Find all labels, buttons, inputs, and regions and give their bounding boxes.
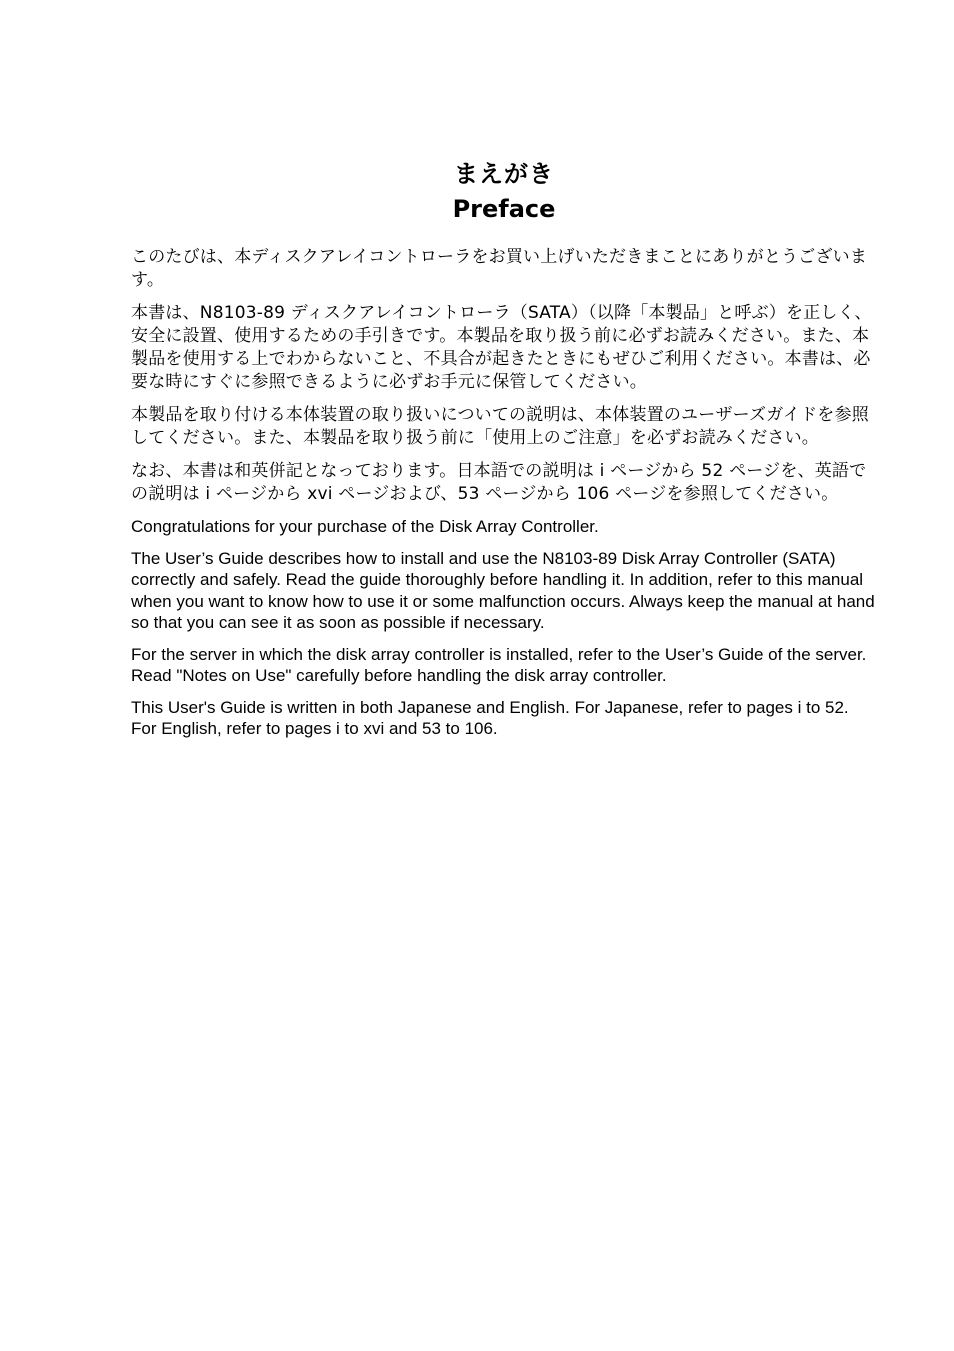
japanese-paragraph-language-pages: なお、本書は和英併記となっております。日本語での説明は i ページから 52 ページを、英語での説明は i ページから xvi ページおよび、53 ページから 106 ページを参照してください。 <box>131 461 867 504</box>
page-title-japanese: まえがき <box>454 160 554 188</box>
japanese-paragraph-purpose: 本書は、N8103-89 ディスクアレイコントローラ（SATA）（以降「本製品」と呼ぶ）を正しく、安全に設置、使用するための手引きです。本製品を取り扱う前に必ずお読みください。また、本製品を使用する上でわからないこと、不具合が起きたときにもぜひご利用ください。本書は、必要な時にすぐに参照できるように必ずお手元に保管してください。 <box>131 303 872 392</box>
preface-page <box>131 158 877 750</box>
english-paragraph-purpose: The User’s Guide describes how to install and use the N8103-89 Disk Array Controller (SATA) correctly and safely. Read the guide thoroughly before handling it. In addition, refer to this manual when you want to know how to use it or some malfunction occurs. Always keep the manual at hand so that you can see it as soon as possible if necessary. <box>131 548 875 632</box>
page-title-english: Preface <box>452 195 556 223</box>
english-paragraph-thanks: Congratulations for your purchase of the Disk Array Controller. <box>131 517 599 536</box>
english-paragraph-server-reference: For the server in which the disk array controller is installed, refer to the User’s Guide of the server. Read "Notes on Use" carefully before handling the disk array controller. <box>131 644 867 685</box>
english-paragraph-language-pages: This User's Guide is written in both Japanese and English. For Japanese, refer to pages i to 52. For English, refer to pages i to xvi and 53 to 106. <box>131 697 849 738</box>
japanese-paragraph-thanks: このたびは、本ディスクアレイコントローラをお買い上げいただきまことにありがとうございます。 <box>131 247 868 290</box>
japanese-paragraph-server-reference: 本製品を取り付ける本体装置の取り扱いについての説明は、本体装置のユーザーズガイドを参照してください。また、本製品を取り扱う前に「使用上のご注意」を必ずお読みください。 <box>131 405 869 448</box>
